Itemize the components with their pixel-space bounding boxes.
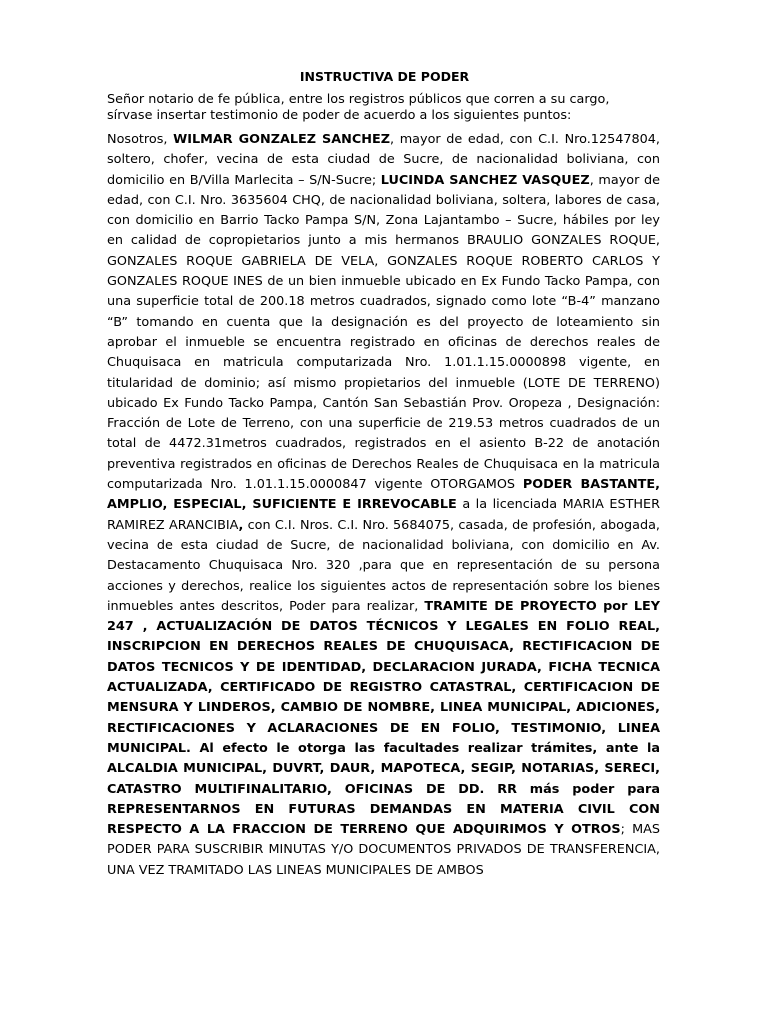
document-title: INSTRUCTIVA DE PODER [299, 69, 470, 84]
text-run: , mayor de edad, con C.I. Nro. 3635604 CHQ, de nacionalidad boliviana, soltera, labores de casa, con domicilio en Barrio Tacko Pampa S/N, Zona Lajantambo – Sucre, hábiles por ley en calidad de copropietarios junto a mis hermanos BRAULIO GONZALES ROQUE, GONZALES ROQUE GABRIELA DE VELA, GONZALES ROQUE ROBERTO CARLOS Y GONZALES ROQUE INES de un bien inmueble ubicado en Ex Fundo Tacko Pampa, con una superficie total de 200.18 metros cuadrados, signado como lote “B-4” manzano “B” tomando en cuenta que la designación es del proyecto de loteamiento sin aprobar el inmueble se encuentra registrado en oficinas de derechos reales de Chuquisaca en matricula computarizada Nro. 1.01.1.15.0000898 vigente, en titularidad de dominio; así mismo propietarios del inmueble (LOTE DE TERRENO) ubicado Ex Fundo Tacko Pampa, Cantón San Sebastián Prov. Oropeza , Designación: Fracción de Lote de Terreno, con una superficie de 219.53 metros cuadrados de un total de 4472.31metros cuadrados, registrados en el asiento B-22 de anotación preventiva registrados en oficinas de Derechos Reales de Chuquisaca en la matricula computarizada Nro. 1.01.1.15.0000847 vigente OTORGAMOS [107, 172, 660, 493]
bold-text-run: PODER BASTANTE, AMPLIO, ESPECIAL, SUFICIENTE E IRREVOCABLE [107, 477, 660, 513]
intro-line-1: Señor notario de fe pública, entre los registros públicos que corren a su cargo, [107, 92, 610, 107]
document-body [107, 130, 660, 881]
text-run: , mayor de edad, con C.I. Nro.12547804, soltero, chofer, vecina de esta ciudad de Sucre, de nacionalidad boliviana, con domicilio en B/Villa Marlecita – S/N-Sucre; [107, 132, 661, 188]
text-run: con C.I. Nros. C.I. Nro. 5684075, casada, de profesión, abogada, vecina de esta ciudad de Sucre, de nacionalidad boliviana, con domicilio en Av. Destacamento Chuquisaca Nro. 320 ,para que en representación de su persona acciones y derechos, realice los siguientes actos de representación sobre los bienes inmuebles antes descritos, Poder para realizar, [107, 517, 660, 614]
text-run: a la licenciada MARIA ESTHER RAMIREZ ARANCIBIA [107, 497, 660, 533]
bold-text-run: LUCINDA SANCHEZ VASQUEZ [380, 172, 590, 188]
text-run: ; MAS PODER PARA SUSCRIBIR MINUTAS Y/O DOCUMENTOS PRIVADOS DE TRANSFERENCIA, UNA VEZ TRAMITADO LAS LINEAS MUNICIPALES DE AMBOS [107, 822, 660, 878]
bold-text-run: TRAMITE DE PROYECTO por LEY 247 , ACTUALIZACIÓN DE DATOS TÉCNICOS Y LEGALES EN FOLIO REAL, INSCRIPCION EN DERECHOS REALES DE CHUQUISACA, RECTIFICACION DE DATOS TECNICOS Y DE IDENTIDAD, DECLARACION JURADA, FICHA TECNICA ACTUALIZADA, CERTIFICADO DE REGISTRO CATASTRAL, CERTIFICACION DE MENSURA Y LINDEROS, CAMBIO DE NOMBRE, LINEA MUNICIPAL, ADICIONES, RECTIFICACIONES Y ACLARACIONES DE EN FOLIO, TESTIMONIO, LINEA MUNICIPAL. Al efecto le otorga las facultades realizar trámites, ante la ALCALDIA MUNICIPAL, DUVRT, DAUR, MAPOTECA, SEGIP, NOTARIAS, SERECI, CATASTRO MULTIFINALITARIO, OFICINAS DE DD. RR más poder para REPRESENTARNOS EN FUTURAS DEMANDAS EN MATERIA CIVIL CON RESPECTO A LA FRACCION DE TERRENO QUE ADQUIRIMOS Y OTROS [107, 598, 660, 838]
document-page [107, 68, 660, 881]
bold-text-run: WILMAR GONZALEZ SANCHEZ [173, 132, 391, 147]
document-intro [107, 92, 660, 124]
bold-text-run: , [238, 517, 244, 533]
text-run: Nosotros, [107, 132, 174, 147]
intro-line-2: sírvase insertar testimonio de poder de acuerdo a los siguientes puntos: [107, 108, 572, 123]
